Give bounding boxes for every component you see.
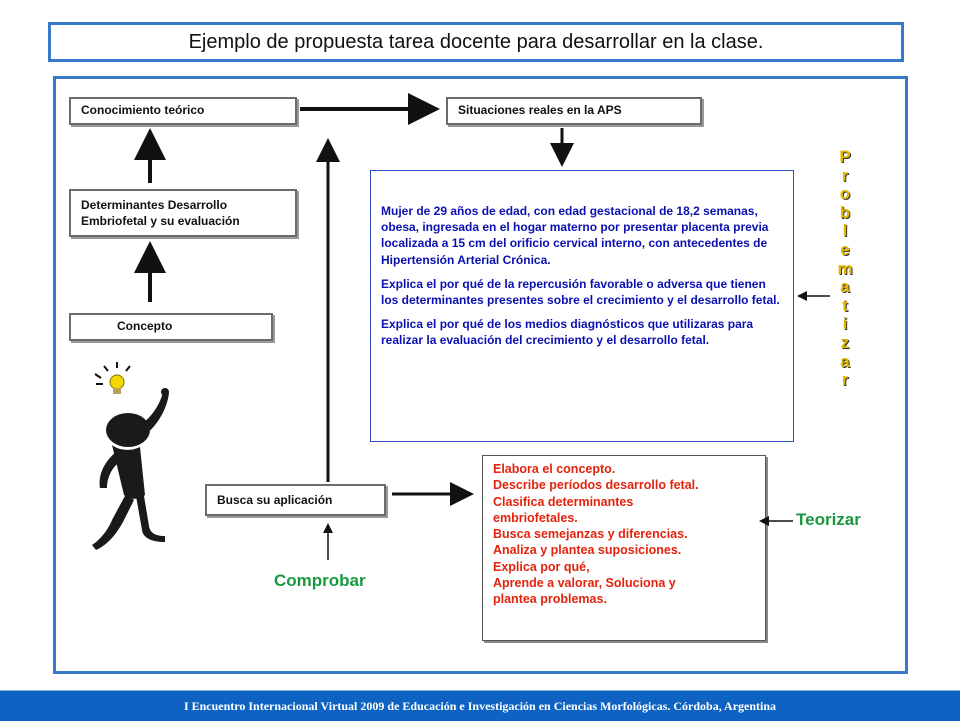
teorizar-label: Teorizar [796, 510, 861, 529]
task-line: Busca semejanzas y diferencias. [493, 527, 688, 541]
problematizar-letter: r [841, 165, 849, 185]
case-paragraph: Explica el por qué de la repercusión favorable o adversa que tienen los determinantes presentes sobre el crecimiento y el desarrollo fetal. [381, 276, 780, 307]
task-line: embriofetales. [493, 510, 578, 525]
box-determinantes-line-2: Embriofetal y su evaluación [81, 214, 240, 229]
slide-title: Ejemplo de propuesta tarea docente para desarrollar en la clase. [48, 22, 904, 62]
box-situaciones-label: Situaciones reales en la APS [458, 103, 622, 117]
box-determinantes-line-1: Determinantes Desarrollo [81, 198, 228, 212]
problematizar-letter: z [840, 332, 850, 352]
case-paragraph: Mujer de 29 años de edad, con edad gestacional de 18,2 semanas, obesa, ingresada en el hogar materno por presentar placenta previa localizada a 15 cm del orificio cervical interno, con antecedentes de Hipertensión Arterial Crónica. [381, 204, 769, 267]
task-line: plantea problemas. [493, 592, 607, 606]
problematizar-letter: a [840, 351, 850, 371]
problematizar-letter: a [840, 277, 850, 297]
box-busca-label: Busca su aplicación [217, 493, 333, 507]
task-line: Clasifica determinantes [493, 494, 634, 509]
task-line: Describe períodos desarrollo fetal. [493, 478, 699, 493]
problematizar-letter: P [839, 147, 851, 166]
box-conocimiento-label: Conocimiento teórico [81, 103, 205, 117]
comprobar-label: Comprobar [274, 571, 366, 590]
task-line: Analiza y plantea suposiciones. [493, 543, 682, 558]
problematizar-letter: l [842, 221, 848, 241]
footer-bar: I Encuentro Internacional Virtual 2009 de Educación e Investigación en Ciencias Morfológicas. Córdoba, Argentina [0, 690, 960, 721]
case-paragraph: Explica el por qué de los medios diagnósticos que utilizaras para realizar la evaluación del crecimiento y el desarrollo fetal. [381, 317, 754, 348]
problematizar-letter: e [840, 239, 850, 259]
problematizar-letter: m [837, 258, 853, 278]
problematizar-letter: i [842, 314, 848, 334]
thinking-figure-icon [92, 388, 169, 550]
problematizar-letter: r [841, 370, 849, 390]
light-bulb-icon [95, 362, 130, 394]
problematizar-letter: b [839, 202, 851, 222]
task-line: Aprende a valorar, Soluciona y [493, 575, 676, 590]
task-line: Explica por qué, [493, 559, 590, 574]
box-concepto-label: Concepto [117, 319, 173, 333]
problematizar-letter: t [842, 295, 848, 315]
task-line: Elabora el concepto. [493, 462, 616, 476]
problematizar-letter: o [839, 184, 851, 204]
